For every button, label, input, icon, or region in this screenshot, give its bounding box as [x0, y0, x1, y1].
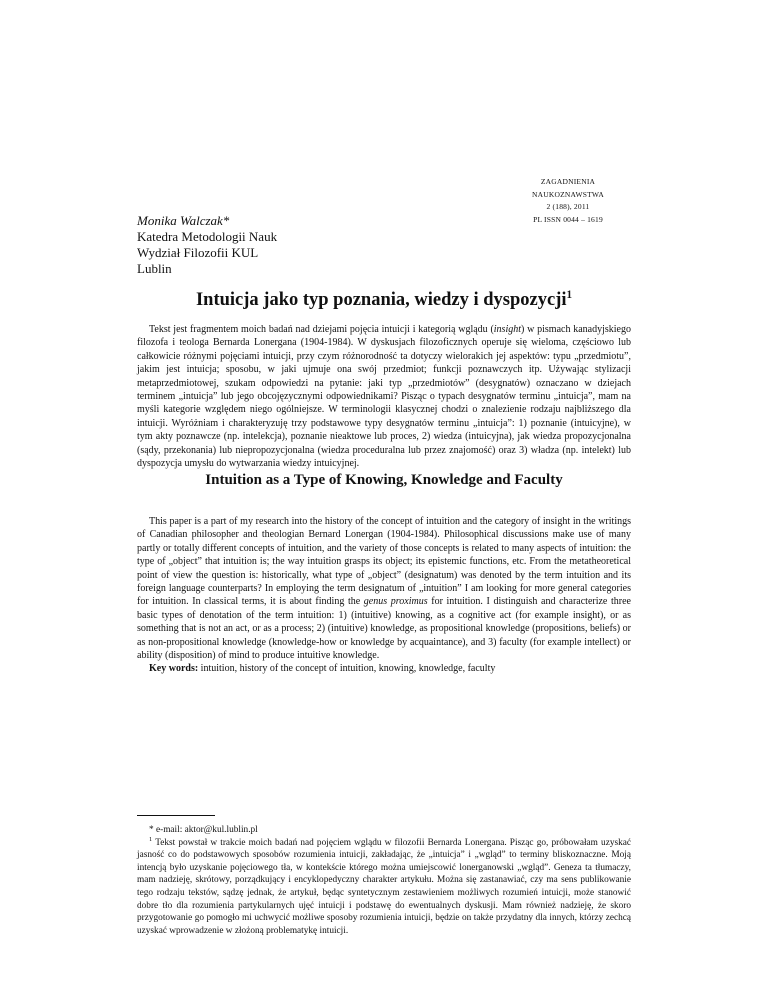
title-polish-text: Intuicja jako typ poznania, wiedzy i dyspozycji: [195, 290, 567, 310]
abstract-english-paragraph: [137, 515, 631, 662]
footnote-1-mark: 1: [149, 835, 153, 843]
keywords-text: intuition, history of the concept of intuition, knowing, knowledge, faculty: [198, 663, 496, 675]
journal-issn: PL ISSN 0044 – 1619: [533, 214, 603, 224]
abstract-polish-paragraph: [137, 323, 631, 470]
title-polish: [140, 290, 628, 311]
abstract-english: [137, 515, 631, 676]
abstract-polish: [137, 323, 631, 470]
journal-issue: 2 (188), 2011: [546, 202, 590, 211]
abstract-polish-text-2: ) w pismach kanadyjskiego filozofa i teologa Bernarda Lonergana (1904-1984). W dyskusjach filozoficznych operuje się wieloma, częściowo lub całkowicie różnymi pojęciami intuicji, przy czym różnorodność ta dotyczy wielorakich jej aspektów: typu „przedmiotu”, jakim jest intuicja; sposobu, w jaki ujmuje ona swój przedmiot; funkcji poznawczych itp. Używając stylizacji metaprzedmiotowej, szukam odpowiedzi na pytanie: jaki typ „przedmiotów” (desygnatów) oznaczano w dziejach terminem „intuicja” lub jego obcojęzycznymi odpowiednikami? Pisząc o typach desygnatów terminu „intuicja”, mam na myśli kategorie względem niego ogólniejsze. W terminologii klasycznej chodzi o znalezienie rodzaju najbliższego dla intuicji. Wyróżniam i charakteryzuję trzy podstawowe typy desygnatów terminu „intuicja”: 1) poznanie (intuicyjne), w tym akty poznawcze (np. intelekcja), poznanie nieaktowe lub proces, 2) wiedza (intuicyjna), jak wiedza propozycjonalna (sądy, przekonania) lub niepropozycjonalna (wiedza proceduralna lub przez znajomość) oraz 3) władza (np. intelekt) lub dyspozycja umysłu do wytwarzania wiedzy intuicyjnej.: [137, 324, 631, 470]
abstract-polish-insight: insight: [493, 324, 522, 335]
keywords: [137, 662, 631, 675]
footnote-1-text: Tekst powstał w trakcie moich badań nad pojęciem wglądu w filozofii Bernarda Lonergana. Pisząc go, próbowałam uzyskać jasność co do podstawowych sposobów rozumienia intuicji, zakładając, że „intuicja” i „wgląd” to terminy bliskoznaczne. Moją intencją było uzyskanie pojęciowego tła, w kontekście którego można umiejscowić lonerganowski „wgląd”. Geneza ta tłumaczy, mam nadzieję, skrótowy, porządkujący i encyklopedyczny charakter artykułu. Można się zastanawiać, czy ma sens publikowanie tego rodzaju tekstów, sądzę jednak, że artykuł, będąc syntetycznym zestawieniem możliwych rozumień intuicji, może stanowić dobre tło dla rozumienia partykularnych ujęć intuicji i podstawę do ewentualnych dyskusji. Mam również nadzieję, że skoro przygotowanie go pomogło mi uchwycić możliwe sposoby rozumienia intuicji, będzie on także przydatny dla innych, którzy zechcą uzyskać wprowadzenie w złożoną problematykę intuicji.: [137, 837, 631, 936]
author-block: [137, 213, 277, 277]
footnote-1: [137, 837, 631, 938]
footnote-mark: 1: [566, 288, 573, 301]
abstract-polish-text-1: Tekst jest fragmentem moich badań nad dziejami pojęcia intuicji i kategorią wglądu (: [149, 324, 494, 335]
abstract-english-genus: genus proximus: [363, 596, 428, 608]
author-name: Monika Walczak*: [137, 213, 230, 228]
keywords-label: Key words:: [149, 663, 199, 675]
author-department: Katedra Metodologii Nauk: [137, 229, 278, 244]
journal-name-line2: NAUKOZNAWSTWA: [532, 189, 604, 199]
footnote-email: * e-mail: aktor@kul.lublin.pl: [149, 825, 258, 835]
journal-info: [508, 176, 628, 226]
footnotes: [137, 824, 631, 937]
title-english: Intuition as a Type of Knowing, Knowledge and Faculty: [205, 472, 563, 488]
author-faculty: Wydział Filozofii KUL: [137, 245, 259, 260]
footnote-divider: [137, 815, 215, 816]
author-city: Lublin: [137, 261, 172, 276]
abstract-english-text-1: This paper is a part of my research into the history of the concept of intuition and the category of insight in the writings of Canadian philosopher and theologian Bernard Lonergan (1904-1984). Philosophical discussions make use of many partly or totally different concepts of intuition, and the variety of those concepts is related to many aspects of intuition: the type of „object” that intuition is; the way intuition grasps its object; its epistemic functions, etc. From the metatheoretical point of view the question is: historically, what type of „object” (designatum) was denoted by the term intuition and its foreign language counterparts? In employing the term designatum of „intuition” I am looking for more general categories for intuition. In classical terms, it is about finding the: [137, 516, 631, 608]
abstract-english-text-2: for intuition. I distinguish and characterize three basic types of denotation of the term intuition: 1) (intuitive) knowing, as a cognitive act (for example insight), or as something that is not an act, or as a process; 2) (intuitive) knowledge, as propositional knowledge (propositions, beliefs) or as non-propositional knowledge (knowledge-how or knowledge by acquaintance), and 3) faculty (for example intellect) or ability (disposition) of mind to produce intuitive knowledge.: [137, 596, 631, 662]
journal-name-line1: ZAGADNIENIA: [540, 177, 596, 186]
